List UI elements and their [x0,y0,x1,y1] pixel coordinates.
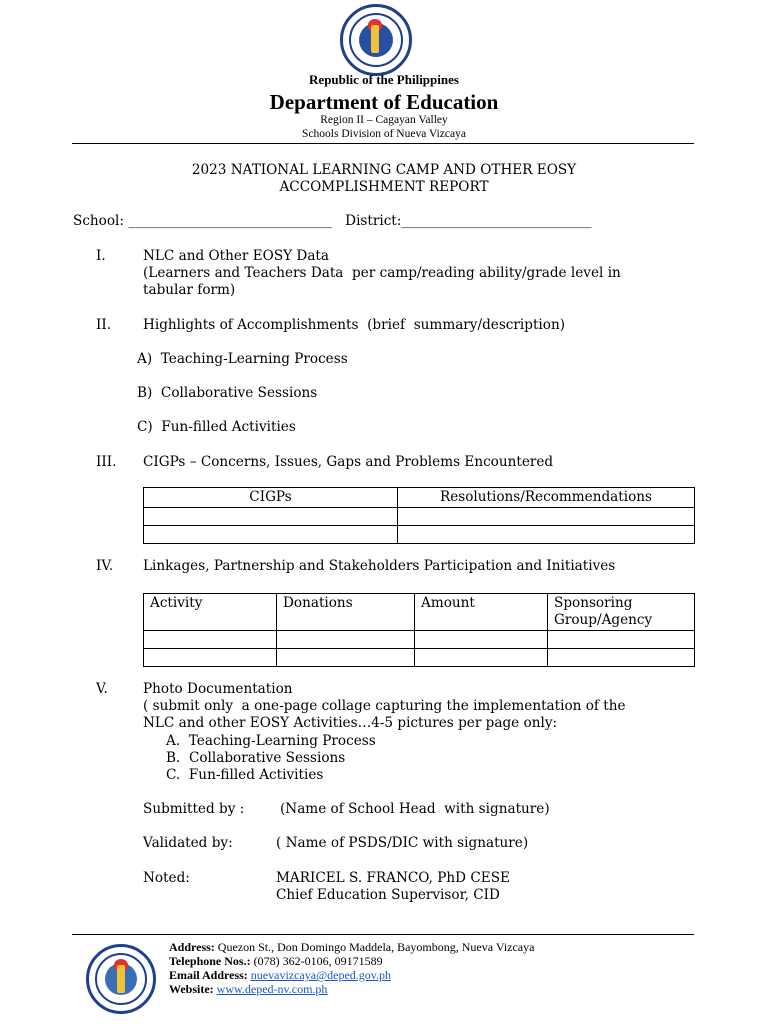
website-label: Website: [169,982,214,996]
sponsoring-header [548,594,695,631]
footer-address [169,940,534,954]
section-5-detail: NLC and other EOSY Activities…4-5 pictures per page only: [143,715,558,731]
section-5-title: Photo Documentation [143,681,293,697]
republic-line: Republic of the Philippines [309,72,459,87]
address-value: Quezon St., Don Domingo Maddela, Bayombong, Nueva Vizcaya [217,940,535,954]
table-row [144,526,695,544]
noted-name: MARICEL S. FRANCO, PhD CESE [276,870,510,886]
section-5-item-a: A. Teaching-Learning Process [166,733,376,749]
footer-email [169,968,391,982]
deped-seal-logo [340,4,412,76]
amount-header: Amount [415,594,548,631]
section-3-number: III. [96,454,117,470]
section-5-number: V. [96,681,108,697]
submitted-by-value: (Name of School Head with signature) [280,801,550,817]
linkages-table [143,593,695,667]
section-3-title: CIGPs – Concerns, Issues, Gaps and Problems Encountered [143,454,554,470]
section-2-number: II. [96,317,112,333]
telephone-value: (078) 362-0106, 09171589 [253,954,383,968]
department-title: Department of Education [269,90,499,114]
website-link[interactable]: www.deped-nv.com.ph [216,982,328,996]
footer-divider [72,934,694,935]
section-1-detail: (Learners and Teachers Data per camp/reading ability/grade level in [143,265,621,281]
email-link[interactable]: nuevavizcaya@deped.gov.ph [250,968,392,982]
division-line: Schools Division of Nueva Vizcaya [302,128,466,140]
section-2-item-b: B) Collaborative Sessions [137,385,318,401]
section-1-title: NLC and Other EOSY Data [143,248,329,264]
footer-telephone [169,954,383,968]
validated-by-label: Validated by: [143,835,233,851]
activity-header: Activity [144,594,277,631]
cigps-header: CIGPs [144,488,398,508]
section-4-title: Linkages, Partnership and Stakeholders Participation and Initiatives [143,558,616,574]
resolutions-header: Resolutions/Recommendations [398,488,695,508]
cigps-table [143,487,695,544]
noted-title: Chief Education Supervisor, CID [276,887,500,903]
school-district-line: School: ______________________________ District:____________________________ [73,213,592,229]
section-5-item-b: B. Collaborative Sessions [166,750,346,766]
group-agency-label: Group/Agency [554,612,653,628]
email-label: Email Address: [169,968,248,982]
footer-website [169,982,327,996]
section-2-item-a: A) Teaching-Learning Process [137,351,348,367]
table-row [144,508,695,526]
table-row [144,649,695,667]
section-4-number: IV. [96,558,114,574]
report-title-line2: ACCOMPLISHMENT REPORT [279,179,489,195]
section-1-number: I. [96,248,106,264]
report-title-line1: 2023 NATIONAL LEARNING CAMP AND OTHER EOSY [191,162,577,178]
section-1-detail: tabular form) [143,282,236,298]
deped-nueva-vizcaya-seal-logo [86,944,156,1014]
donations-header: Donations [277,594,415,631]
table-header-row [144,488,695,508]
telephone-label: Telephone Nos.: [169,954,251,968]
address-label: Address: [169,940,215,954]
section-2-item-c: C) Fun-filled Activities [137,419,296,435]
submitted-by-label: Submitted by : [143,801,245,817]
section-5-item-c: C. Fun-filled Activities [166,767,324,783]
validated-by-value: ( Name of PSDS/DIC with signature) [276,835,529,851]
header-divider [72,143,694,144]
region-line: Region II – Cagayan Valley [320,114,448,126]
section-5-detail: ( submit only a one-page collage capturing the implementation of the [143,698,626,714]
section-2-title: Highlights of Accomplishments (brief summary/description) [143,317,566,333]
noted-label: Noted: [143,870,190,886]
table-header-row [144,594,695,631]
sponsoring-label: Sponsoring [554,595,633,611]
table-row [144,631,695,649]
